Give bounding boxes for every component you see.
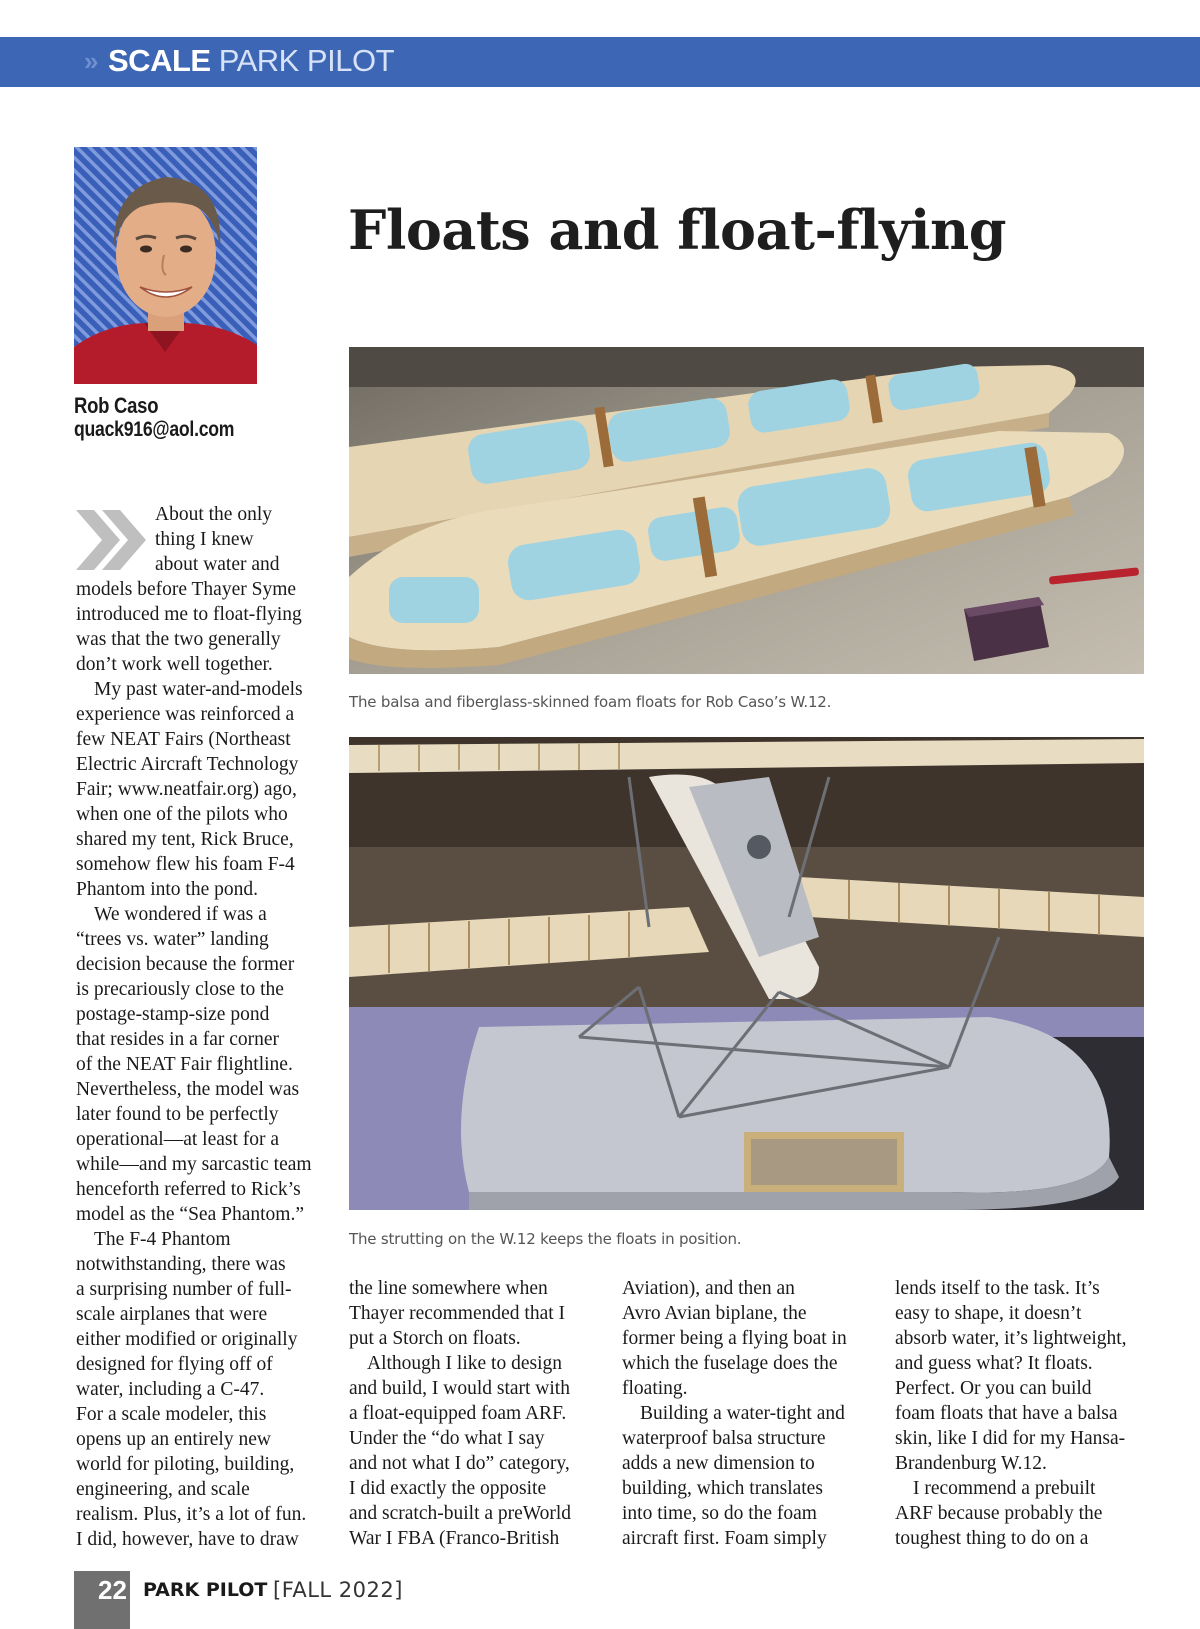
text-line: Phantom into the pond. bbox=[76, 879, 258, 900]
text-line: was that the two generally bbox=[76, 629, 281, 650]
body-column-3 bbox=[622, 1276, 847, 1551]
text-line: engineering, and scale bbox=[76, 1479, 250, 1500]
text-line: when one of the pilots who bbox=[76, 804, 288, 825]
text-line: and not what I do” category, bbox=[349, 1453, 570, 1474]
text-line: For a scale modeler, this bbox=[76, 1404, 267, 1425]
section-title-light: PARK PILOT bbox=[218, 43, 395, 78]
text-line: notwithstanding, there was bbox=[76, 1254, 286, 1275]
section-banner bbox=[0, 37, 1200, 87]
text-line: We wondered if was a bbox=[94, 904, 267, 925]
text-line: opens up an entirely new bbox=[76, 1429, 271, 1450]
text-line: somehow flew his foam F-4 bbox=[76, 854, 295, 875]
dropcap-chevron-icon bbox=[74, 508, 150, 572]
text-line: realism. Plus, it’s a lot of fun. bbox=[76, 1504, 307, 1525]
magazine-name: PARK PILOT bbox=[143, 1579, 268, 1601]
text-line: put a Storch on floats. bbox=[349, 1328, 521, 1349]
text-line: Although I like to design bbox=[367, 1353, 562, 1374]
text-line: world for piloting, building, bbox=[76, 1454, 295, 1475]
text-line: building, which translates bbox=[622, 1478, 823, 1499]
text-line: I did, however, have to draw bbox=[76, 1529, 299, 1550]
text-line: I recommend a prebuilt bbox=[913, 1478, 1096, 1499]
text-line: into time, so do the foam bbox=[622, 1503, 817, 1524]
text-line: few NEAT Fairs (Northeast bbox=[76, 729, 291, 750]
author-name: Rob Caso bbox=[74, 393, 159, 418]
text-line: henceforth referred to Rick’s bbox=[76, 1179, 301, 1200]
article-title: Floats and float-flying bbox=[348, 198, 1007, 262]
text-line: operational—at least for a bbox=[76, 1129, 280, 1150]
body-column-4 bbox=[895, 1276, 1127, 1551]
text-line: and scratch-built a preWorld bbox=[349, 1503, 572, 1524]
text-line: “trees vs. water” landing bbox=[76, 929, 269, 950]
chevron-icon: » bbox=[84, 46, 95, 76]
floats-photo bbox=[349, 347, 1144, 674]
text-line: absorb water, it’s lightweight, bbox=[895, 1328, 1127, 1349]
text-line: easy to shape, it doesn’t bbox=[895, 1303, 1082, 1324]
text-line: My past water-and-models bbox=[94, 679, 303, 700]
text-line: introduced me to float-flying bbox=[76, 604, 302, 625]
text-line: Under the “do what I say bbox=[349, 1428, 545, 1449]
text-line: former being a flying boat in bbox=[622, 1328, 847, 1349]
section-title-bold: SCALE bbox=[108, 43, 211, 78]
text-line: that resides in a far corner bbox=[76, 1029, 280, 1050]
page-number: 22 bbox=[98, 1575, 127, 1605]
text-line: Perfect. Or you can build bbox=[895, 1378, 1092, 1399]
text-line: The F-4 Phantom bbox=[94, 1229, 231, 1250]
body-column-1 bbox=[76, 577, 312, 1552]
text-line: aircraft first. Foam simply bbox=[622, 1528, 827, 1549]
figure-caption-2: The strutting on the W.12 keeps the floats in position. bbox=[349, 1230, 742, 1248]
text-line: Building a water-tight and bbox=[640, 1403, 845, 1424]
text-line: designed for flying off of bbox=[76, 1354, 273, 1375]
text-line: later found to be perfectly bbox=[76, 1104, 279, 1125]
text-line: a surprising number of full- bbox=[76, 1279, 292, 1300]
text-line: while—and my sarcastic team bbox=[76, 1154, 312, 1175]
author-email[interactable]: quack916@aol.com bbox=[74, 418, 235, 441]
text-line: Aviation), and then an bbox=[622, 1278, 795, 1299]
text-line: I did exactly the opposite bbox=[349, 1478, 547, 1499]
text-line: the line somewhere when bbox=[349, 1278, 548, 1299]
text-line: is precariously close to the bbox=[76, 979, 284, 1000]
text-line: Nevertheless, the model was bbox=[76, 1079, 300, 1100]
text-line: and build, I would start with bbox=[349, 1378, 570, 1399]
body-column-1-dropcap bbox=[155, 502, 280, 577]
text-line: Brandenburg W.12. bbox=[895, 1453, 1047, 1474]
text-line: either modified or originally bbox=[76, 1329, 298, 1350]
text-line: models before Thayer Syme bbox=[76, 579, 297, 600]
text-line: About the only bbox=[155, 504, 272, 525]
text-line: skin, like I did for my Hansa- bbox=[895, 1428, 1126, 1449]
text-line: foam floats that have a balsa bbox=[895, 1403, 1118, 1424]
author-photo bbox=[74, 147, 257, 384]
text-line: adds a new dimension to bbox=[622, 1453, 815, 1474]
text-line: toughest thing to do on a bbox=[895, 1528, 1089, 1549]
text-line: water, including a C-47. bbox=[76, 1379, 265, 1400]
text-line: decision because the former bbox=[76, 954, 295, 975]
text-line: don’t work well together. bbox=[76, 654, 273, 675]
text-line: Electric Aircraft Technology bbox=[76, 754, 299, 775]
text-line: scale airplanes that were bbox=[76, 1304, 268, 1325]
text-line: model as the “Sea Phantom.” bbox=[76, 1204, 304, 1225]
text-line: floating. bbox=[622, 1378, 688, 1399]
text-line: shared my tent, Rick Bruce, bbox=[76, 829, 294, 850]
text-line: and guess what? It floats. bbox=[895, 1353, 1093, 1374]
text-line: which the fuselage does the bbox=[622, 1353, 838, 1374]
text-line: a float-equipped foam ARF. bbox=[349, 1403, 567, 1424]
text-line: experience was reinforced a bbox=[76, 704, 295, 725]
body-column-2 bbox=[349, 1276, 571, 1551]
text-line: thing I knew bbox=[155, 529, 254, 550]
text-line: Fair; www.neatfair.org) ago, bbox=[76, 779, 297, 800]
text-line: postage-stamp-size pond bbox=[76, 1004, 270, 1025]
w12-strutting-photo bbox=[349, 737, 1144, 1210]
text-line: of the NEAT Fair flightline. bbox=[76, 1054, 293, 1075]
issue-label: [FALL 2022] bbox=[273, 1578, 403, 1602]
text-line: ARF because probably the bbox=[895, 1503, 1103, 1524]
text-line: Avro Avian biplane, the bbox=[622, 1303, 807, 1324]
text-line: Thayer recommended that I bbox=[349, 1303, 566, 1324]
text-line: War I FBA (Franco-British bbox=[349, 1528, 560, 1549]
text-line: lends itself to the task. It’s bbox=[895, 1278, 1100, 1299]
section-title bbox=[108, 43, 394, 79]
text-line: about water and bbox=[155, 554, 280, 575]
text-line: waterproof balsa structure bbox=[622, 1428, 826, 1449]
figure-caption-1: The balsa and fiberglass-skinned foam floats for Rob Caso’s W.12. bbox=[349, 693, 832, 711]
